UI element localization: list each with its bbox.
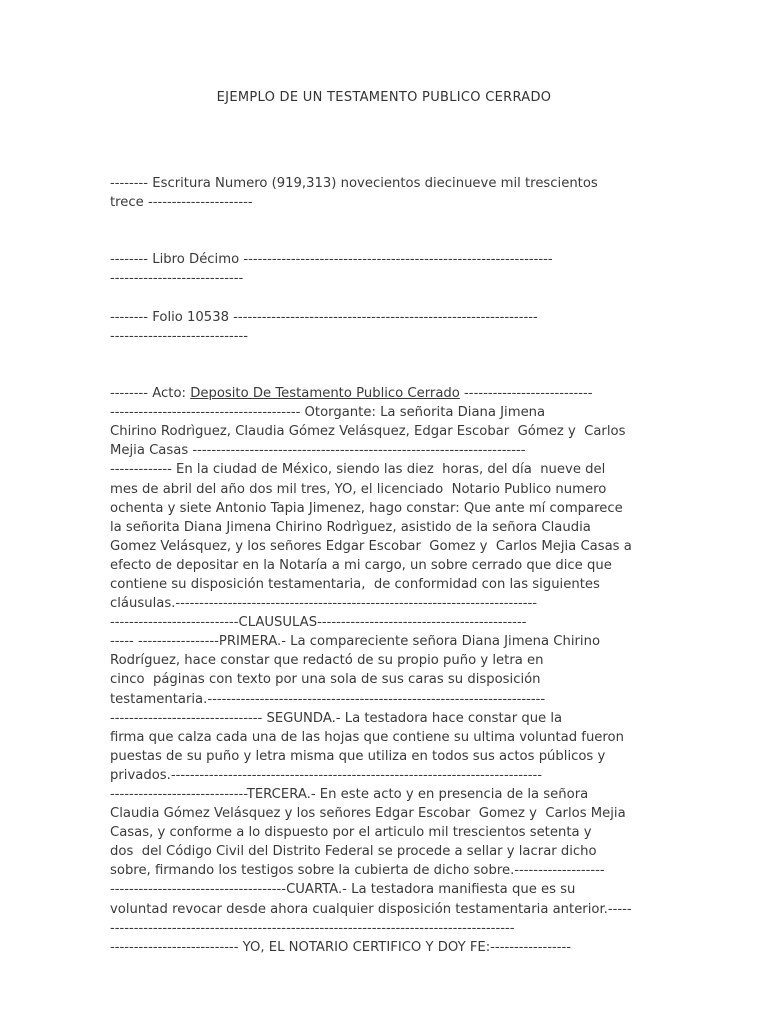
blank-line	[110, 231, 662, 250]
body-line: puestas de su puño y letra misma que utiliza en todos sus actos públicos y	[110, 748, 606, 764]
body-line: firma que calza cada una de las hojas que contiene su ultima voluntad fueron	[110, 729, 624, 745]
body-line: ---------------------------CLAUSULAS--------------------------------------------	[110, 615, 527, 631]
document-body	[110, 174, 662, 957]
body-line: ----- -----------------PRIMERA.- La compareciente señora Diana Jimena Chirino	[110, 634, 601, 650]
body-line: dos del Código Civil del Distrito Federal se procede a sellar y lacrar dicho	[110, 844, 597, 860]
body-line: efecto de depositar en la Notaría a mi cargo, un sobre cerrado que dice que	[110, 557, 612, 573]
body-line: -----------------------------TERCERA.- En este acto y en presencia de la señora	[110, 787, 589, 802]
body-line: ochenta y siete Antonio Tapia Jimenez, hago constar: Que ante mí comparece	[110, 500, 623, 516]
document-title: EJEMPLO DE UN TESTAMENTO PUBLICO CERRADO	[216, 90, 552, 105]
body-line: Claudia Gómez Velásquez y los señores Edgar Escobar Gomez y Carlos Mejia	[110, 806, 626, 822]
blank-line	[110, 212, 662, 231]
body-line: ---------------------------------------- Otorgante: La señorita Diana Jimena	[110, 405, 546, 421]
body-line: Casas, y conforme a lo dispuesto por el articulo mil trescientos setenta y	[110, 825, 592, 841]
body-line: -----------------------------	[110, 328, 248, 344]
body-line: privados.------------------------------------------------------------------------------	[110, 767, 543, 783]
body-line: ------------- En la ciudad de México, siendo las diez horas, del día nueve del	[110, 462, 606, 478]
body-line: -------------------------------------------------------------------------------------	[110, 920, 515, 936]
body-line: voluntad revocar desde ahora cualquier disposición testamentaria anterior.-----	[110, 901, 632, 917]
deposito-testamento-link[interactable]: Deposito De Testamento Publico Cerrado	[190, 386, 460, 402]
body-line: trece ----------------------	[110, 195, 253, 211]
body-line: sobre, firmando los testigos sobre la cubierta de dicho sobre.-------------------	[110, 863, 605, 879]
blank-line	[110, 365, 662, 384]
body-line: -------- Folio 10538 ----------------------------------------------------------------	[110, 309, 538, 325]
body-line: Mejia Casas ----------------------------------------------------------------------	[110, 443, 526, 459]
body-line: la señorita Diana Jimena Chirino Rodrìguez, asistido de la señora Claudia	[110, 519, 591, 535]
body-line: Rodríguez, hace constar que redactó de su propio puño y letra en	[110, 653, 544, 669]
body-line: Gomez Velásquez, y los señores Edgar Escobar Gomez y Carlos Mejia Casas a	[110, 538, 632, 554]
body-line: -------- Libro Décimo -----------------------------------------------------------------	[110, 252, 553, 268]
body-line: ----------------------------	[110, 271, 244, 287]
body-line: mes de abril del año dos mil tres, YO, el licenciado Notario Publico numero	[110, 481, 607, 497]
body-line: --------------------------- YO, EL NOTARIO CERTIFICO Y DOY FE:-----------------	[110, 939, 572, 955]
body-line: -------- Escritura Numero (919,313) novecientos diecinueve mil trescientos	[110, 176, 598, 191]
body-line: cinco páginas con texto por una sola de sus caras su disposición	[110, 672, 541, 688]
blank-line	[110, 289, 662, 308]
body-line: -------------------------------------CUARTA.- La testadora manifiesta que es su	[110, 882, 576, 898]
blank-line	[110, 346, 662, 365]
acto-line	[110, 384, 662, 403]
body-line: Chirino Rodrìguez, Claudia Gómez Velásquez, Edgar Escobar Gómez y Carlos	[110, 424, 626, 440]
body-line: -------------------------------- SEGUNDA.- La testadora hace constar que la	[110, 710, 563, 726]
body-line: testamentaria.-----------------------------------------------------------------------	[110, 691, 546, 707]
acto-prefix: -------- Acto:	[110, 386, 191, 402]
acto-suffix: ---------------------------	[459, 386, 593, 402]
body-line: cláusulas.----------------------------------------------------------------------------	[110, 596, 538, 612]
body-line: contiene su disposición testamentaria, de conformidad con las siguientes	[110, 576, 600, 592]
